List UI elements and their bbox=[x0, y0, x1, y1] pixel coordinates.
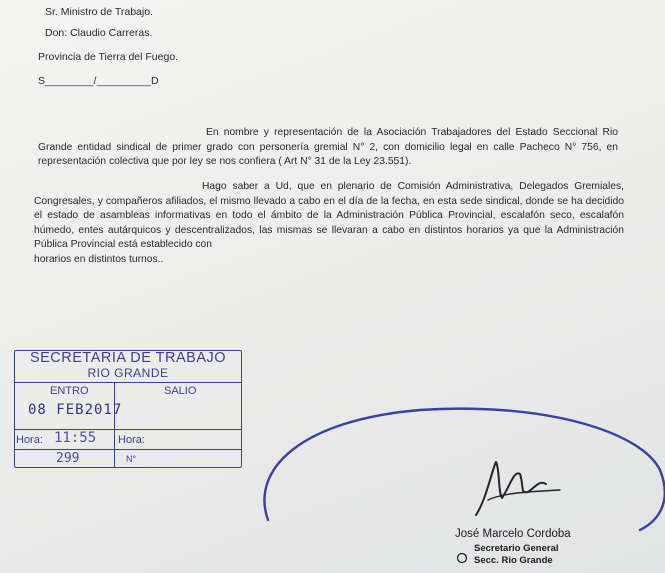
stamp-hora-label-left: Hora: bbox=[16, 434, 43, 446]
stamp-hora-handwritten: 11:55 bbox=[54, 430, 97, 446]
addressee-line: Sr. Ministro de Trabajo. bbox=[45, 6, 153, 18]
stamp-date: 08 FEB2017 bbox=[28, 402, 123, 418]
paragraph-2-first-line: Hago saber a Ud, que en plenario de Comisión Administrativa, Delegados bbox=[202, 181, 569, 192]
stamp-entro-label: ENTRO bbox=[50, 385, 89, 397]
paragraph-1-body: Seccional Rio Grande entidad sindical de primer grado con personería gremial N° 2, con domicilio legal en calle Pacheco N° 756, en representación colectiva que por ley se nos confiera ( Art N° 31 de la Ley 23.551). bbox=[38, 127, 618, 168]
stamp-number-label: N° bbox=[126, 454, 137, 464]
stamp-number-handwritten: 299 bbox=[56, 451, 80, 466]
stamp-subtitle: RIO GRANDE bbox=[87, 366, 169, 380]
stamp-title: SECRETARIA DE TRABAJO bbox=[29, 350, 227, 366]
paragraph-2-last-line: horarios en distintos turnos.. bbox=[34, 253, 164, 265]
pen-arc-stroke bbox=[264, 409, 664, 530]
addressee-name: Don: Claudio Carreras. bbox=[45, 27, 153, 39]
stamp-salio-label: SALIO bbox=[164, 385, 197, 397]
date-blank-line: S________/_________D bbox=[38, 75, 159, 87]
province-line: Provincia de Tierra del Fuego. bbox=[38, 51, 179, 63]
paragraph-2-body: Gremiales, Congresales, y compañeros afiliados, el mismo llevado a cabo en el día de la fecha, en esta sede sindical, donde se ha decidido el estado de asambleas informativas en todo el ámbito de la Administración Pública Provincial, escalafón seco, escalafón húmedo, entes autárquicos y descentralizados, las mismas se llevaran a cabo en distintos horarios ya que la Administración Pública Provincial está establecido con bbox=[34, 181, 624, 251]
stamp-hora-label-right: Hora: bbox=[118, 434, 145, 446]
paragraph-1-first-line: En nombre y representación de la Asociación Trabajadores del Estado bbox=[206, 127, 548, 138]
signatory-org: Secc. Rio Grande bbox=[474, 555, 553, 566]
signature-scribble bbox=[476, 462, 546, 515]
signatory-title: Secretario General bbox=[474, 543, 559, 554]
signatory-name: José Marcelo Cordoba bbox=[455, 528, 571, 540]
seal-mark-icon bbox=[458, 554, 467, 563]
